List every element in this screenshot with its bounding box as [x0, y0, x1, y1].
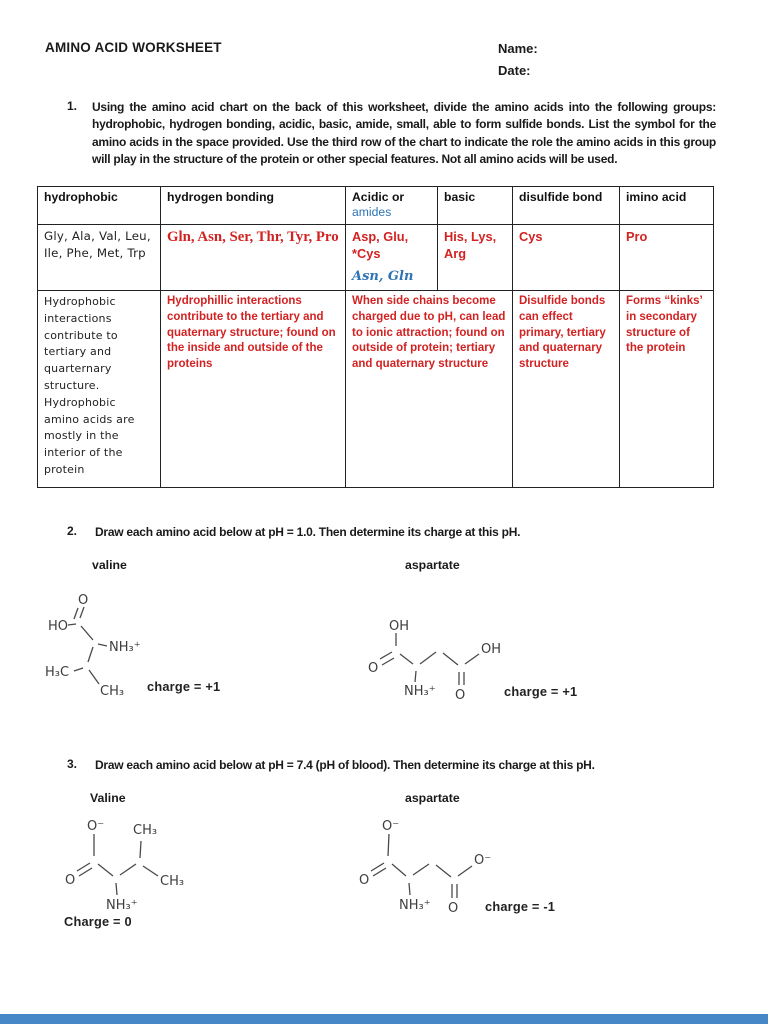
header-basic: basic — [438, 187, 513, 225]
symbols-hydrogen-bonding: Gln, Asn, Ser, Thr, Tyr, Pro — [161, 225, 346, 291]
atom-o-minus-top: O⁻ — [382, 819, 400, 834]
symbols-disulfide: Cys — [513, 225, 620, 291]
atom-ch3: CH₃ — [100, 684, 125, 699]
page-title: AMINO ACID WORKSHEET — [45, 40, 222, 55]
symbols-imino: Pro — [620, 225, 714, 291]
q2-aspartate-charge: charge = +1 — [504, 684, 578, 699]
header-disulfide-bond: disulfide bond — [513, 187, 620, 225]
symbols-acidic-amides — [346, 225, 438, 291]
role-acidic-basic: When side chains become charged due to pH, can lead to ionic attraction; found on outside of protein; tertiary and quaternary structure — [346, 291, 513, 488]
atom-oh-right: OH — [481, 642, 502, 657]
bottom-viewer-bar — [0, 1014, 768, 1024]
atom-o-top: O — [78, 593, 89, 608]
amino-acid-table — [37, 186, 714, 488]
atom-o-left: O — [368, 661, 379, 676]
atom-o-minus-right: O⁻ — [474, 853, 492, 868]
q3-aspartate-label: aspartate — [405, 791, 460, 805]
atom-h3c: H₃C — [45, 665, 70, 680]
atom-o-left: O — [65, 873, 76, 888]
atom-o-bottom: O — [455, 688, 466, 703]
header-hydrophobic: hydrophobic — [38, 187, 161, 225]
header-acidic-line1: Acidic or — [352, 190, 405, 204]
header-amides-line2: amides — [352, 205, 392, 219]
atom-nh3-plus: NH₃⁺ — [399, 898, 431, 913]
question2-number: 2. — [67, 524, 78, 538]
q2-aspartate-label: aspartate — [405, 558, 460, 572]
atom-nh3-plus: NH₃⁺ — [404, 684, 436, 699]
q2-valine-charge: charge = +1 — [147, 679, 221, 694]
symbols-acidic: Asp, Glu, *Cys — [352, 229, 409, 261]
atom-ch3-right: CH₃ — [160, 874, 185, 889]
q3-valine-label: Valine — [90, 791, 126, 805]
atom-o-bottom: O — [448, 901, 459, 916]
date-label: Date: — [498, 63, 531, 78]
atom-oh-top: OH — [389, 619, 410, 634]
table-symbols-row — [38, 225, 714, 291]
question1-text: Using the amino acid chart on the back of this worksheet, divide the amino acids into the following groups: hydrophobic, hydrogen bonding, acidic, basic, amide, small, able to form sulfide bonds. List the symbol for the amino acids in the space provided. Use the third row of the chart to indicate the role the amino acids in this group will play in the structure of the protein or other special features. Not all amino acids will be used. — [92, 100, 716, 166]
question3-text: Draw each amino acid below at pH = 7.4 (pH of blood). Then determine its charge at this pH. — [95, 758, 595, 772]
name-label: Name: — [498, 41, 538, 56]
symbols-hydrophobic: Gly, Ala, Val, Leu, Ile, Phe, Met, Trp — [38, 225, 161, 291]
q3-valine-charge: Charge = 0 — [64, 914, 132, 929]
symbols-amides: Asn, Gln — [352, 269, 414, 284]
symbols-basic: His, Lys, Arg — [438, 225, 513, 291]
atom-nh3-plus: NH₃⁺ — [106, 898, 138, 913]
role-disulfide: Disulfide bonds can effect primary, tertiary and quaternary structure — [513, 291, 620, 488]
role-hydrogen-bonding: Hydrophillic interactions contribute to the tertiary and quaternary structure; found on the inside and outside of the proteins — [161, 291, 346, 488]
aspartate-ph74-structure — [353, 812, 593, 927]
question3-number: 3. — [67, 757, 78, 771]
atom-o-minus: O⁻ — [87, 819, 105, 834]
header-imino-acid: imino acid — [620, 187, 714, 225]
header-hydrogen-bonding: hydrogen bonding — [161, 187, 346, 225]
valine-ph74-structure — [55, 812, 235, 927]
q3-aspartate-charge: charge = -1 — [485, 899, 556, 914]
role-hydrophobic: Hydrophobic interactions contribute to tertiary and quarternary structure. Hydrophobic amino acids are mostly in the interior of the protein — [38, 291, 161, 488]
header-acidic-or-amides — [346, 187, 438, 225]
atom-o-left: O — [359, 873, 370, 888]
table-header-row — [38, 187, 714, 225]
question1-number: 1. — [67, 99, 78, 113]
atom-ch3-top: CH₃ — [133, 823, 158, 838]
table-roles-row — [38, 291, 714, 488]
q2-valine-label: valine — [92, 558, 127, 572]
role-imino: Forms “kinks’ in secondary structure of the protein — [620, 291, 714, 488]
atom-nh3-plus: NH₃⁺ — [109, 640, 141, 655]
question2-text: Draw each amino acid below at pH = 1.0. Then determine its charge at this pH. — [95, 525, 521, 539]
atom-ho: HO — [48, 619, 69, 634]
